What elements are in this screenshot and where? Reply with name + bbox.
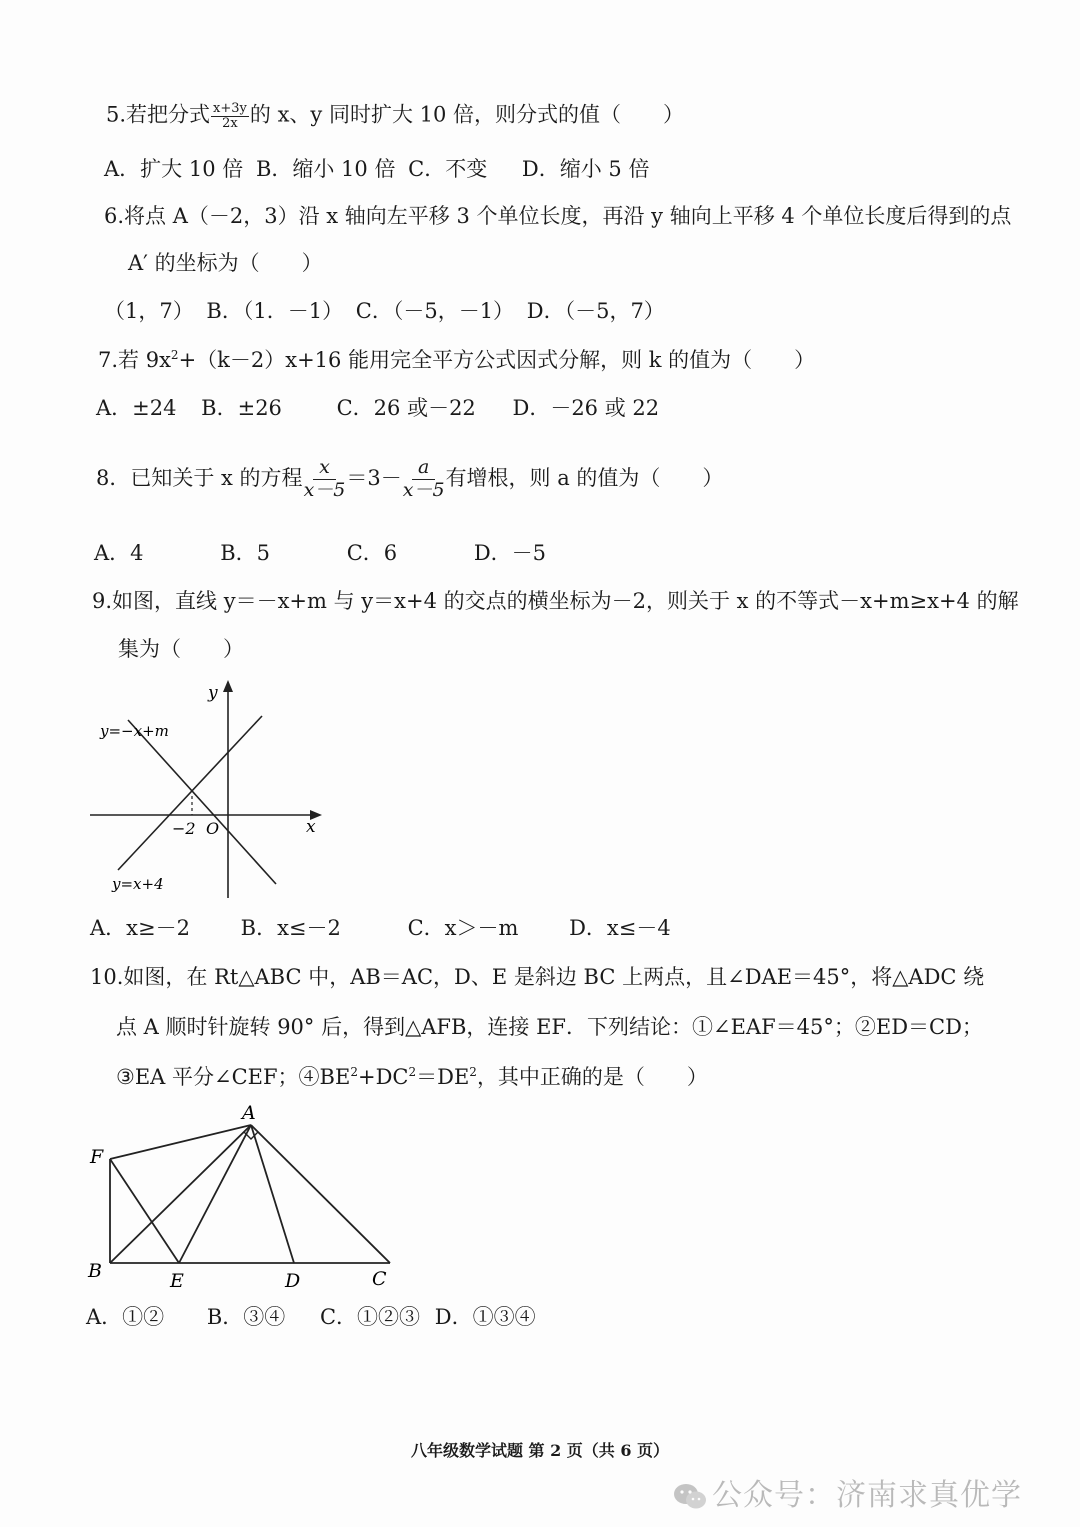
q10-option-a: A．①②	[86, 1305, 165, 1329]
q6-stem-line2: A′ 的坐标为（ ）	[128, 251, 323, 275]
q5-options	[104, 159, 649, 180]
q10-option-b: B．③④	[206, 1305, 286, 1329]
q7-text-b: +（k－2）x+16 能用完全平方公式因式分解，则 k 的值为（ ）	[178, 348, 816, 372]
q10-stem-line1: 10.如图，在 Rt△ABC 中，AB＝AC，D、E 是斜边 BC 上两点，且∠DAE＝45°，将△ADC 绕	[90, 965, 985, 989]
q10-label-C: C	[372, 1268, 387, 1290]
q6-option-c: C．（－5，－1）	[355, 299, 515, 323]
q8-f2-den: x－5	[402, 478, 445, 501]
q9-y-label: y	[208, 683, 218, 703]
q10-sup1: 2	[350, 1065, 358, 1079]
q5-option-b: B．缩小 10 倍	[255, 157, 396, 181]
q9-x-label: x	[306, 817, 316, 837]
q9-option-c: C．x＞－m	[407, 916, 519, 940]
q7-option-a: A．±24	[96, 396, 177, 420]
q6-option-b: B．（1．－1）	[206, 299, 344, 323]
q6-options	[104, 301, 665, 322]
q10-line3-c: ＝DE	[416, 1065, 470, 1089]
q10-seg-AB	[110, 1125, 251, 1263]
q10-triangle-figure	[80, 1095, 400, 1295]
q7-option-b: B．±26	[201, 396, 282, 420]
q10-sup2: 2	[408, 1065, 417, 1079]
q5-prefix: 5.若把分式	[106, 102, 211, 127]
q10-label-E: E	[170, 1270, 184, 1292]
q8-fraction-right	[403, 457, 445, 502]
q8-stem	[96, 457, 723, 502]
q7-stem	[98, 349, 815, 371]
q10-seg-AE	[179, 1125, 251, 1263]
q8-suffix: 有增根，则 a 的值为（ ）	[445, 465, 724, 490]
q9-label-line1: y=−x+m	[100, 722, 169, 740]
q10-stem-line3	[116, 1066, 708, 1088]
q5-suffix: 的 x、y 同时扩大 10 倍，则分式的值（ ）	[249, 102, 685, 127]
q5-fraction	[211, 102, 249, 130]
q9-graph	[80, 672, 340, 904]
q8-f1-num: x	[313, 457, 336, 480]
q9-y-axis-arrow	[223, 680, 233, 692]
page-footer: 八年级数学试题 第 2 页（共 6 页）	[410, 1441, 670, 1460]
q6-option-d: D．（－5，7）	[526, 299, 665, 323]
q8-fraction-left	[304, 457, 346, 502]
q6-stem-line1: 6.将点 A（－2，3）沿 x 轴向左平移 3 个单位长度，再沿 y 轴向上平移 4 个单位长度后得到的点	[104, 204, 1012, 228]
q10-line3-a: ③EA 平分∠CEF；④BE	[116, 1065, 351, 1089]
watermark-text: 公众号：济南求真优学	[712, 1478, 1022, 1513]
q8-option-c: C．6	[346, 541, 398, 565]
q8-option-b: B．5	[220, 541, 271, 565]
watermark	[672, 1470, 1022, 1514]
q9-option-b: B．x≤－2	[240, 916, 341, 940]
q9-option-a: A．x≥－2	[90, 916, 190, 940]
q7-option-d: D．－26 或 22	[512, 396, 660, 420]
q9-origin-label: O	[206, 819, 220, 838]
q9-options	[90, 918, 671, 939]
q8-mid: ＝3－	[346, 465, 402, 490]
q8-option-d: D．－5	[473, 541, 547, 565]
q5-option-a: A．扩大 10 倍	[104, 157, 244, 181]
q7-options	[96, 398, 659, 419]
q5-option-d: D．缩小 5 倍	[521, 157, 650, 181]
q10-sup3: 2	[469, 1065, 477, 1079]
q10-line3-d: ，其中正确的是（ ）	[476, 1065, 708, 1089]
wechat-icon	[672, 1482, 708, 1512]
q9-stem-line1: 9.如图，直线 y＝－x+m 与 y＝x+4 的交点的横坐标为－2，则关于 x 的不等式－x+m≥x+4 的解	[92, 589, 1019, 613]
q5-stem	[106, 102, 684, 130]
q10-label-D: D	[285, 1270, 301, 1292]
q8-f1-den: x－5	[303, 478, 346, 501]
q7-option-c: C．26 或－22	[336, 396, 476, 420]
q5-option-c: C．不变	[408, 157, 488, 181]
q9-tick-label: −2	[172, 819, 196, 838]
q7-sup: 2	[170, 348, 179, 362]
q10-stem-line2: 点 A 顺时针旋转 90° 后，得到△AFB，连接 EF．下列结论：①∠EAF＝45°；②ED＝CD；	[116, 1015, 983, 1039]
q9-option-d: D．x≤－4	[569, 916, 671, 940]
q5-frac-num: x+3y	[213, 101, 247, 116]
q10-option-d: D．①③④	[434, 1305, 536, 1329]
q10-seg-FE	[110, 1159, 179, 1263]
q9-line-neg	[128, 720, 276, 884]
q10-label-A: A	[242, 1102, 256, 1124]
q10-label-F: F	[90, 1146, 104, 1168]
q10-label-B: B	[88, 1260, 102, 1282]
q9-stem-line2: 集为（ ）	[118, 637, 244, 661]
q10-line3-b: +DC	[357, 1065, 409, 1089]
q7-text-a: 7.若 9x	[98, 348, 171, 372]
q8-prefix: 8．已知关于 x 的方程	[96, 465, 303, 490]
q10-option-c: C．①②③	[319, 1305, 421, 1329]
q10-options	[86, 1307, 536, 1328]
q8-option-a: A．4	[94, 541, 144, 565]
q10-seg-AF	[110, 1125, 251, 1159]
q8-f2-num: a	[412, 457, 435, 480]
q9-label-line2: y=x+4	[112, 875, 164, 893]
q6-option-a: （1，7）	[104, 299, 194, 323]
q8-options	[94, 543, 546, 564]
q5-frac-den: 2x	[222, 115, 238, 131]
